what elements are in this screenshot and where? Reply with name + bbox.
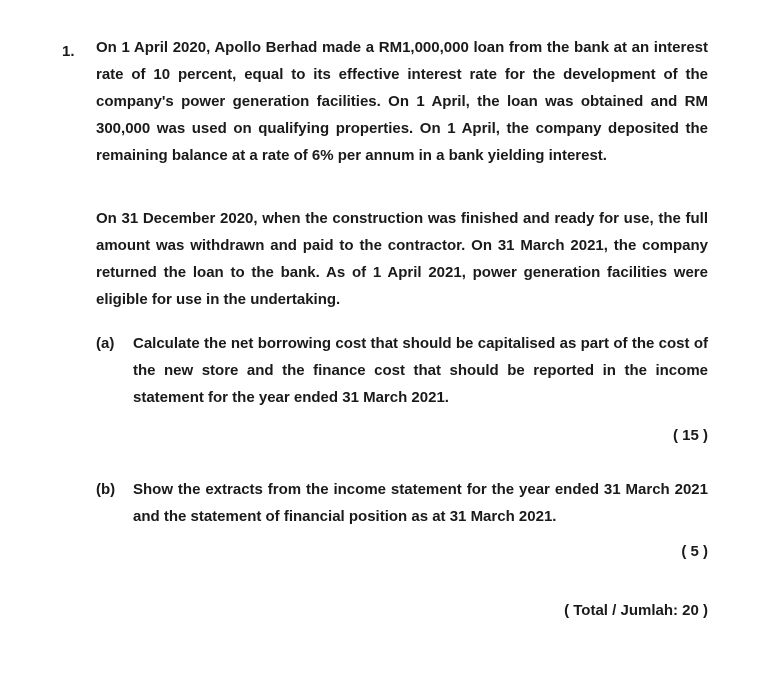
total-marks: ( Total / Jumlah: 20 )	[564, 602, 708, 619]
question-paragraph-1: On 1 April 2020, Apollo Berhad made a RM1,000,000 loan from the bank at an interest rate of 10 percent, equal to its effective interest rate for the development of the company's power generation facilities. On 1 April, the loan was obtained and RM 300,000 was used on qualifying properties. On 1 April, the company deposited the remaining balance at a rate of 6% per annum in a bank yielding interest.	[96, 39, 708, 164]
question-number: 1.	[62, 43, 75, 60]
part-a-text: Calculate the net borrowing cost that should be capitalised as part of the cost of the new store and the finance cost that should be reported in the income statement for the year ended 31 March 2021.	[133, 335, 708, 406]
part-b-marks: ( 5 )	[681, 543, 708, 560]
part-a-marks: ( 15 )	[672, 427, 708, 444]
question-paragraph-2: On 31 December 2020, when the construction was finished and ready for use, the full amount was withdrawn and paid to the contractor. On 31 March 2021, the company returned the loan to the bank. As of 1 April 2021, power generation facilities were eligible for use in the undertaking.	[96, 210, 708, 308]
part-b-label: (b)	[96, 481, 116, 498]
part-b-text: Show the extracts from the income statement for the year ended 31 March 2021 and the statement of financial position as at 31 March 2021.	[133, 481, 708, 525]
part-a-label: (a)	[96, 335, 115, 352]
